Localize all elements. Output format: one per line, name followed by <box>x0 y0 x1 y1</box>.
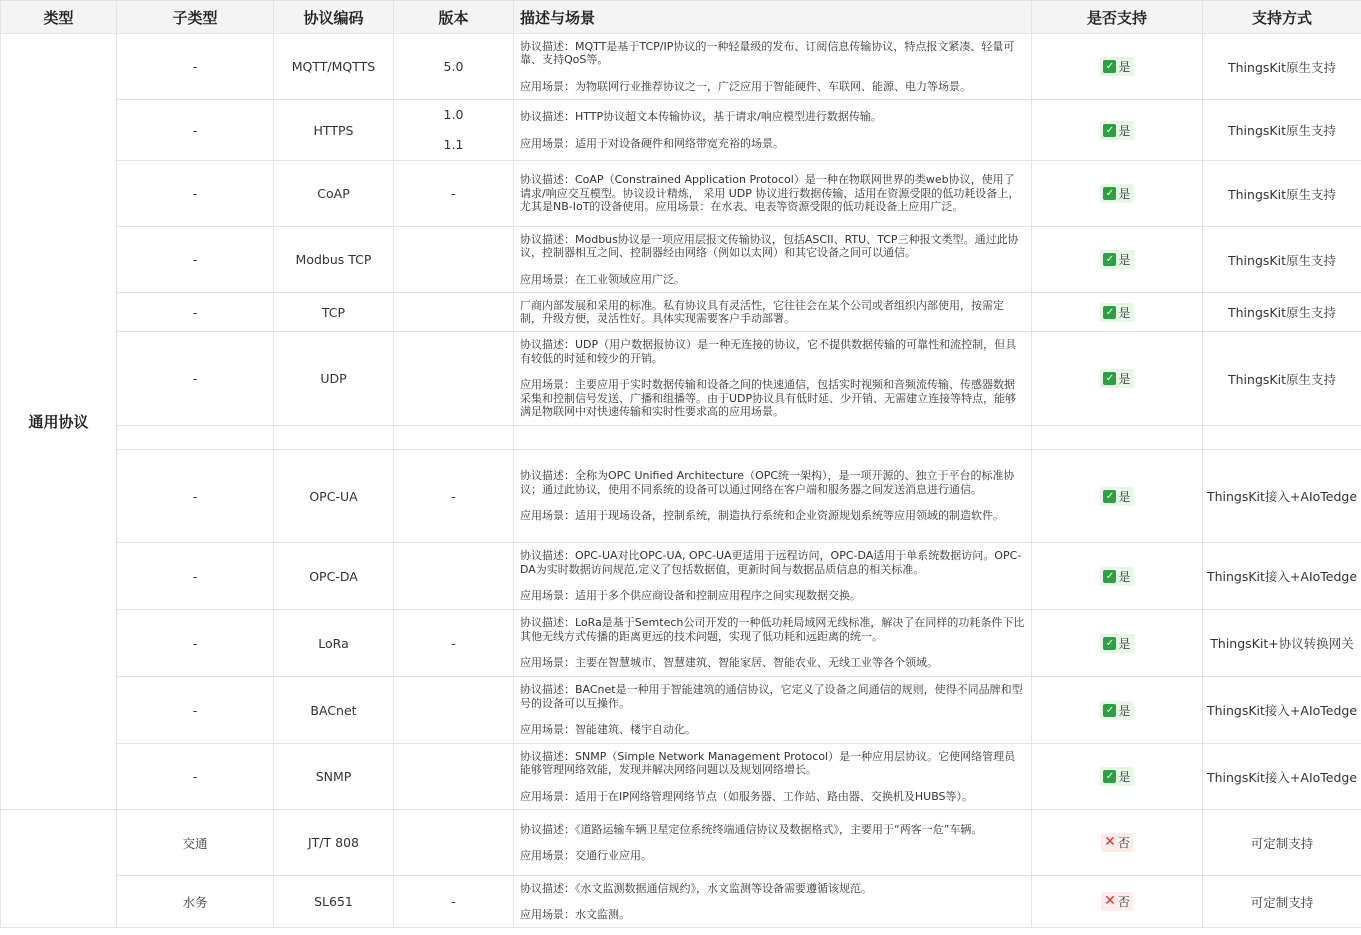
check-icon: ✓ <box>1103 490 1116 503</box>
desc-line: 应用场景：适用于在IP网络管理网络节点（如服务器、工作站、路由器、交换机及HUBS等）。 <box>520 789 974 803</box>
check-icon: ✓ <box>1103 570 1116 583</box>
code-cell: UDP <box>274 332 394 426</box>
desc-line: 应用场景：主要在智慧城市、智慧建筑、智能家居、智能农业、无线工业等各个领域。 <box>520 656 938 670</box>
description-cell <box>514 610 1032 677</box>
version-cell <box>394 810 514 876</box>
header-code: 协议编码 <box>274 1 394 34</box>
support-badge <box>1100 634 1133 653</box>
support-cell <box>1032 332 1203 426</box>
method-cell: ThingsKit原生支持 <box>1203 293 1361 332</box>
support-badge <box>1100 250 1133 269</box>
support-cell <box>1032 161 1203 227</box>
method-cell: ThingsKit原生支持 <box>1203 34 1361 100</box>
description-cell <box>514 293 1032 332</box>
code-cell: HTTPS <box>274 100 394 161</box>
method-cell: ThingsKit接入+AIoTedge <box>1203 450 1361 543</box>
header-description: 描述与场景 <box>514 1 1032 34</box>
empty-cell <box>1203 426 1361 450</box>
check-icon: ✓ <box>1103 704 1116 717</box>
category-cell: 通用协议 <box>1 34 117 810</box>
check-icon: ✓ <box>1103 60 1116 73</box>
subtype-cell: 水务 <box>117 876 274 928</box>
support-label: 是 <box>1118 123 1131 138</box>
desc-line: 协议描述：《水文监测数据通信规约》，水文监测等设备需要遵循该规范。 <box>520 881 872 895</box>
desc-line: 应用场景：智能建筑、楼宇自动化。 <box>520 723 696 737</box>
version-cell <box>394 332 514 426</box>
version-cell <box>394 293 514 332</box>
empty-cell <box>394 426 514 450</box>
description-cell <box>514 332 1032 426</box>
support-badge <box>1100 369 1133 388</box>
desc-line: 应用场景：水文监测。 <box>520 908 630 921</box>
check-icon: ✓ <box>1103 306 1116 319</box>
code-cell: Modbus TCP <box>274 227 394 293</box>
code-cell: CoAP <box>274 161 394 227</box>
description-cell <box>514 677 1032 744</box>
code-cell: TCP <box>274 293 394 332</box>
desc-line: 协议描述：全称为OPC Unified Architecture（OPC统一架构），是一项开源的、独立于平台的标准协议；通过此协议，使用不同系统的设备可以通过网络在客户端和服务器之间发送消息进行通信。 <box>520 469 1015 496</box>
empty-cell <box>1032 426 1203 450</box>
table-row <box>1 332 1361 426</box>
desc-line: 应用场景：主要应用于实时数据传输和设备之间的快速通信，包括实时视频和音频流传输、传感器数据采集和控制信号发送、广播和组播等。由于UDP协议具有低时延、少开销、无需建立连接等特点，能够满足物联网中对快速传输和实时性要求高的应用场景。 <box>520 378 1017 419</box>
desc-line: 协议描述：BACnet是一种用于智能建筑的通信协议，它定义了设备之间通信的规则，使得不同品牌和型号的设备可以互操作。 <box>520 683 1023 710</box>
support-label: 是 <box>1118 187 1131 201</box>
support-badge <box>1101 833 1133 852</box>
subtype-cell: - <box>117 677 274 744</box>
desc-line: 应用场景：适用于对设备硬件和网络带宽充裕的场景。 <box>520 136 784 150</box>
code-cell: BACnet <box>274 677 394 744</box>
header-method: 支持方式 <box>1203 1 1361 34</box>
support-cell <box>1032 227 1203 293</box>
code-cell: MQTT/MQTTS <box>274 34 394 100</box>
support-cell <box>1032 293 1203 332</box>
support-badge <box>1101 892 1133 911</box>
code-cell: OPC-DA <box>274 543 394 610</box>
subtype-cell: - <box>117 34 274 100</box>
check-icon: ✓ <box>1103 253 1116 266</box>
table-header-row <box>1 1 1361 34</box>
support-badge <box>1100 184 1133 203</box>
table-row <box>1 677 1361 744</box>
table-row <box>1 161 1361 227</box>
desc-line: 协议描述：CoAP（Constrained Application Protocol）是一种在物联网世界的类web协议，使用了请求/响应交互模型。协议设计精炼， 采用 UDP 协议进行数据传输，适用在资源受限的低功耗设备上，尤其是NB-IoT的设备使用。应用场景：在水表、电表等资源受限的低功耗设备上应用广泛。 <box>520 173 1020 214</box>
check-icon: ✓ <box>1103 372 1116 385</box>
support-cell <box>1032 34 1203 100</box>
table-row <box>1 876 1361 928</box>
desc-line: 协议描述：《道路运输车辆卫星定位系统终端通信协议及数据格式》，主要用于“两客一危”车辆。 <box>520 822 983 836</box>
method-cell: ThingsKit原生支持 <box>1203 100 1361 161</box>
table-row <box>1 744 1361 810</box>
support-badge <box>1100 701 1133 720</box>
subtype-cell: - <box>117 293 274 332</box>
cross-icon: ✕ <box>1104 893 1116 909</box>
support-label: 是 <box>1118 703 1131 718</box>
support-cell <box>1032 677 1203 744</box>
version-cell: - <box>394 161 514 227</box>
desc-line: 应用场景：适用于现场设备，控制系统，制造执行系统和企业资源规划系统等应用领域的制造软件。 <box>520 509 1004 523</box>
empty-cell <box>274 426 394 450</box>
method-cell: ThingsKit接入+AIoTedge <box>1203 543 1361 610</box>
support-label: 是 <box>1118 489 1131 504</box>
method-cell: ThingsKit原生支持 <box>1203 332 1361 426</box>
support-badge <box>1100 567 1133 586</box>
support-label: 是 <box>1118 372 1131 386</box>
version-cell <box>394 227 514 293</box>
method-cell: 可定制支持 <box>1203 810 1361 876</box>
header-subtype: 子类型 <box>117 1 274 34</box>
empty-cell <box>117 426 274 450</box>
description-cell <box>514 227 1032 293</box>
support-label: 是 <box>1118 253 1131 267</box>
desc-line: 应用场景：为物联网行业推荐协议之一，广泛应用于智能硬件、车联网、能源、电力等场景。 <box>520 79 971 93</box>
subtype-cell: 交通 <box>117 810 274 876</box>
empty-row <box>1 426 1361 450</box>
version-cell: - <box>394 876 514 928</box>
support-label: 是 <box>1118 636 1131 651</box>
desc-line: 协议描述：HTTP协议超文本传输协议，基于请求/响应模型进行数据传输。 <box>520 110 882 123</box>
support-label: 否 <box>1117 836 1130 850</box>
version-cell: - <box>394 610 514 677</box>
table-row <box>1 293 1361 332</box>
check-icon: ✓ <box>1103 770 1116 783</box>
support-cell <box>1032 100 1203 161</box>
method-cell: ThingsKit原生支持 <box>1203 161 1361 227</box>
support-label: 是 <box>1118 305 1131 320</box>
description-cell <box>514 744 1032 810</box>
method-cell: ThingsKit接入+AIoTedge <box>1203 744 1361 810</box>
description-cell <box>514 100 1032 161</box>
code-cell: SNMP <box>274 744 394 810</box>
subtype-cell: - <box>117 744 274 810</box>
method-cell: ThingsKit+协议转换网关 <box>1203 610 1361 677</box>
subtype-cell: - <box>117 610 274 677</box>
table-row <box>1 543 1361 610</box>
table-row <box>1 810 1361 876</box>
subtype-cell: - <box>117 100 274 161</box>
support-badge <box>1100 767 1133 786</box>
desc-line: 应用场景：适用于多个供应商设备和控制应用程序之间实现数据交换。 <box>520 589 861 603</box>
desc-line: 协议描述：MQTT是基于TCP/IP协议的一种轻量级的发布、订阅信息传输协议，特点报文紧凑、轻量可靠、支持QoS等。 <box>520 39 1015 67</box>
category-cell-empty <box>1 810 117 928</box>
support-cell <box>1032 744 1203 810</box>
desc-line: 协议描述：UDP（用户数据报协议）是一种无连接的协议，它不提供数据传输的可靠性和流控制，但具有较低的时延和较少的开销。 <box>520 338 1017 365</box>
support-badge <box>1100 487 1133 506</box>
support-badge <box>1100 121 1133 140</box>
version-cell <box>394 543 514 610</box>
support-badge <box>1100 303 1133 322</box>
version-cell: - <box>394 450 514 543</box>
support-label: 是 <box>1118 569 1131 584</box>
version-cell <box>394 744 514 810</box>
description-cell <box>514 450 1032 543</box>
support-label: 否 <box>1117 895 1130 909</box>
empty-cell <box>514 426 1032 450</box>
method-cell: ThingsKit接入+AIoTedge <box>1203 677 1361 744</box>
description-cell <box>514 161 1032 227</box>
subtype-cell: - <box>117 332 274 426</box>
support-badge <box>1100 57 1133 76</box>
version-value: 1.0 <box>443 107 464 122</box>
description-cell <box>514 876 1032 928</box>
code-cell: JT/T 808 <box>274 810 394 876</box>
code-cell: LoRa <box>274 610 394 677</box>
support-cell <box>1032 810 1203 876</box>
check-icon: ✓ <box>1103 637 1116 650</box>
description-cell <box>514 34 1032 100</box>
desc-line: 协议描述：OPC-UA对比OPC-UA, OPC-UA更适用于远程访问，OPC-DA适用于单系统数据访问。OPC-DA为实时数据访问规范,定义了包括数据值，更新时间与数据品质信息的相关标准。 <box>520 549 1022 576</box>
table-row <box>1 34 1361 100</box>
header-type: 类型 <box>1 1 117 34</box>
header-version: 版本 <box>394 1 514 34</box>
subtype-cell: - <box>117 543 274 610</box>
desc-line: 应用场景：交通行业应用。 <box>520 849 652 862</box>
version-cell <box>394 677 514 744</box>
description-cell <box>514 543 1032 610</box>
support-cell <box>1032 543 1203 610</box>
check-icon: ✓ <box>1103 124 1116 137</box>
support-label: 是 <box>1118 60 1131 74</box>
desc-line: 协议描述：LoRa是基于Semtech公司开发的一种低功耗局域网无线标准，解决了在同样的功耗条件下比其他无线方式传播的距离更远的技术问题，实现了低功耗和远距离的统一。 <box>520 616 1025 643</box>
desc-line: 协议描述：Modbus协议是一项应用层报文传输协议，包括ASCII、RTU、TCP三种报文类型。通过此协议，控制器相互之间、控制器经由网络（例如以太网）和其它设备之间可以通信。 <box>520 232 1019 260</box>
description-cell <box>514 810 1032 876</box>
table-row <box>1 610 1361 677</box>
version-value: 1.1 <box>443 137 464 152</box>
code-cell: OPC-UA <box>274 450 394 543</box>
subtype-cell: - <box>117 161 274 227</box>
method-cell: 可定制支持 <box>1203 876 1361 928</box>
table-row <box>1 227 1361 293</box>
check-icon: ✓ <box>1103 187 1116 200</box>
code-cell: SL651 <box>274 876 394 928</box>
support-cell <box>1032 610 1203 677</box>
desc-line: 协议描述：SNMP（Simple Network Management Protocol）是一种应用层协议。它使网络管理员能够管理网络效能，发现并解决网络问题以及规划网络增长。 <box>520 749 1016 777</box>
support-label: 是 <box>1118 770 1131 784</box>
subtype-cell: - <box>117 450 274 543</box>
support-cell <box>1032 450 1203 543</box>
method-cell: ThingsKit原生支持 <box>1203 227 1361 293</box>
subtype-cell: - <box>117 227 274 293</box>
version-cell <box>394 100 514 161</box>
table-row <box>1 100 1361 161</box>
header-supported: 是否支持 <box>1032 1 1203 34</box>
table-row <box>1 450 1361 543</box>
desc-line: 应用场景：在工业领域应用广泛。 <box>520 272 685 286</box>
desc-line: 厂商内部发展和采用的标准。私有协议具有灵活性，它往往会在某个公司或者组织内部使用，按需定制，升级方便，灵活性好。具体实现需要客户手动部署。 <box>520 298 1004 325</box>
cross-icon: ✕ <box>1104 834 1116 850</box>
support-cell <box>1032 876 1203 928</box>
version-cell: 5.0 <box>394 34 514 100</box>
